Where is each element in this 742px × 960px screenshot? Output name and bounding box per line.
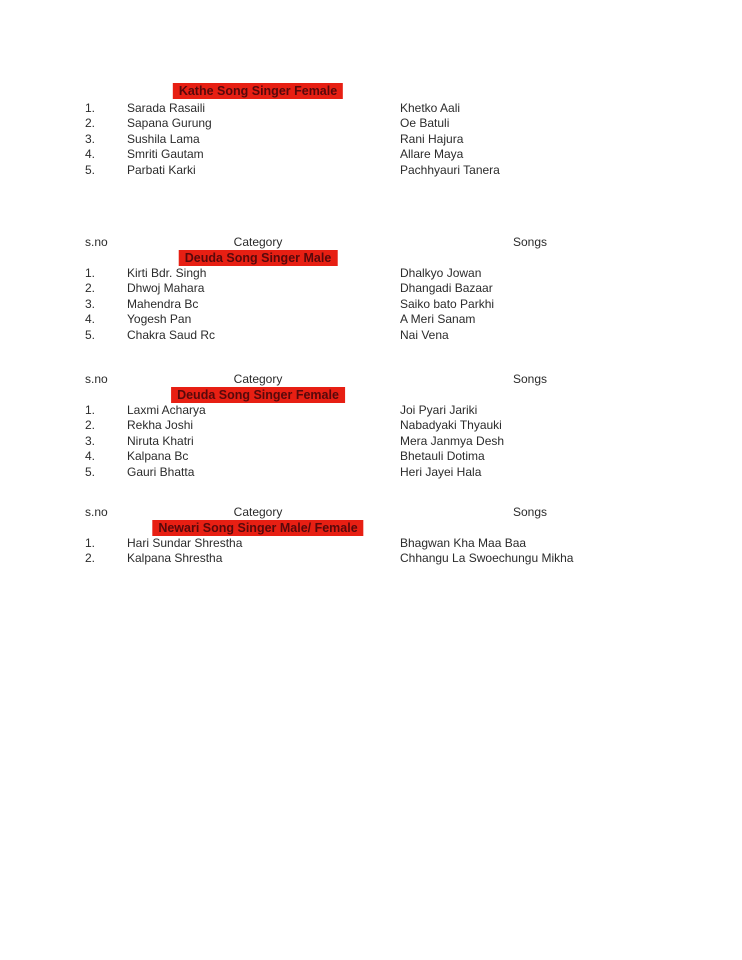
row-number: 5.	[85, 464, 96, 479]
singer-name: Sapana Gurung	[127, 116, 212, 131]
singer-name: Yogesh Pan	[127, 312, 192, 327]
singer-name: Dhwoj Mahara	[127, 281, 205, 296]
column-header-songs: Songs	[512, 235, 548, 249]
table-row	[0, 434, 742, 449]
row-number: 3.	[85, 433, 96, 448]
song-name: Dhangadi Bazaar	[400, 281, 493, 296]
column-header-songs: Songs	[512, 505, 548, 519]
table-row	[0, 163, 742, 178]
section-rows	[0, 101, 742, 178]
table-row	[0, 449, 742, 464]
column-header-row	[0, 372, 742, 387]
row-number: 2.	[85, 551, 96, 566]
table-row	[0, 116, 742, 131]
singer-name: Parbati Karki	[127, 162, 196, 177]
section-title-deuda-male	[179, 250, 338, 266]
song-name: Bhagwan Kha Maa Baa	[400, 536, 527, 550]
song-name: Heri Jayei Hala	[400, 464, 482, 479]
table-row	[0, 101, 742, 116]
song-name: Nai Vena	[400, 327, 449, 342]
song-name: Saiko bato Parkhi	[400, 296, 495, 311]
row-number: 2.	[85, 116, 96, 131]
section-title-kathe-female	[173, 83, 343, 99]
song-name: Joi Pyari Jariki	[400, 403, 478, 417]
table-row	[0, 465, 742, 480]
section-rows	[0, 266, 742, 343]
singer-name: Rekha Joshi	[127, 418, 194, 433]
singer-name: Chakra Saud Rc	[127, 327, 216, 342]
row-number: 3.	[85, 296, 96, 311]
column-header-row	[0, 235, 742, 250]
song-name: Mera Janmya Desh	[400, 433, 505, 448]
section-title-highlight: Deuda Song Singer Male	[179, 250, 338, 266]
singer-name: Smriti Gautam	[127, 147, 204, 162]
singer-name: Mahendra Bc	[127, 296, 199, 311]
singer-name: Kirti Bdr. Singh	[127, 266, 207, 280]
song-name: Allare Maya	[400, 147, 464, 162]
song-name: Rani Hajura	[400, 131, 464, 146]
singer-name: Kalpana Shrestha	[127, 551, 223, 566]
column-header-sno: s.no	[85, 372, 108, 386]
singer-name: Gauri Bhatta	[127, 464, 195, 479]
section-title-highlight: Kathe Song Singer Female	[173, 83, 343, 99]
row-number: 1.	[85, 101, 96, 115]
table-row	[0, 312, 742, 327]
section-rows	[0, 403, 742, 480]
section-title-highlight: Newari Song Singer Male/ Female	[152, 520, 363, 536]
table-row	[0, 132, 742, 147]
singer-name: Hari Sundar Shrestha	[127, 536, 243, 550]
section-title-highlight: Deuda Song Singer Female	[171, 387, 345, 403]
singer-name: Laxmi Acharya	[127, 403, 206, 417]
column-header-category: Category	[233, 372, 283, 386]
table-row	[0, 551, 742, 566]
singer-name: Sushila Lama	[127, 131, 200, 146]
row-number: 1.	[85, 266, 96, 280]
section-title-newari	[152, 520, 363, 536]
table-row	[0, 403, 742, 418]
row-number: 5.	[85, 162, 96, 177]
singer-name: Kalpana Bc	[127, 449, 189, 464]
singer-name: Niruta Khatri	[127, 433, 194, 448]
column-header-sno: s.no	[85, 235, 108, 249]
row-number: 2.	[85, 281, 96, 296]
table-row	[0, 266, 742, 281]
song-name: Bhetauli Dotima	[400, 449, 485, 464]
song-name: A Meri Sanam	[400, 312, 476, 327]
song-name: Pachhyauri Tanera	[400, 162, 500, 177]
row-number: 5.	[85, 327, 96, 342]
song-name: Khetko Aali	[400, 101, 461, 115]
table-row	[0, 328, 742, 343]
column-header-row	[0, 505, 742, 520]
table-row	[0, 281, 742, 296]
table-row	[0, 418, 742, 433]
song-name: Nabadyaki Thyauki	[400, 418, 502, 433]
table-row	[0, 297, 742, 312]
row-number: 1.	[85, 536, 96, 550]
table-row	[0, 536, 742, 551]
song-name: Chhangu La Swoechungu Mikha	[400, 551, 574, 566]
column-header-category: Category	[233, 505, 283, 519]
song-name: Dhalkyo Jowan	[400, 266, 482, 280]
singer-name: Sarada Rasaili	[127, 101, 206, 115]
row-number: 3.	[85, 131, 96, 146]
column-header-songs: Songs	[512, 372, 548, 386]
row-number: 4.	[85, 312, 96, 327]
row-number: 4.	[85, 147, 96, 162]
column-header-category: Category	[233, 235, 283, 249]
row-number: 4.	[85, 449, 96, 464]
row-number: 2.	[85, 418, 96, 433]
section-rows	[0, 536, 742, 567]
row-number: 1.	[85, 403, 96, 417]
table-row	[0, 147, 742, 162]
section-title-deuda-female	[171, 387, 345, 403]
column-header-sno: s.no	[85, 505, 108, 519]
song-name: Oe Batuli	[400, 116, 450, 131]
